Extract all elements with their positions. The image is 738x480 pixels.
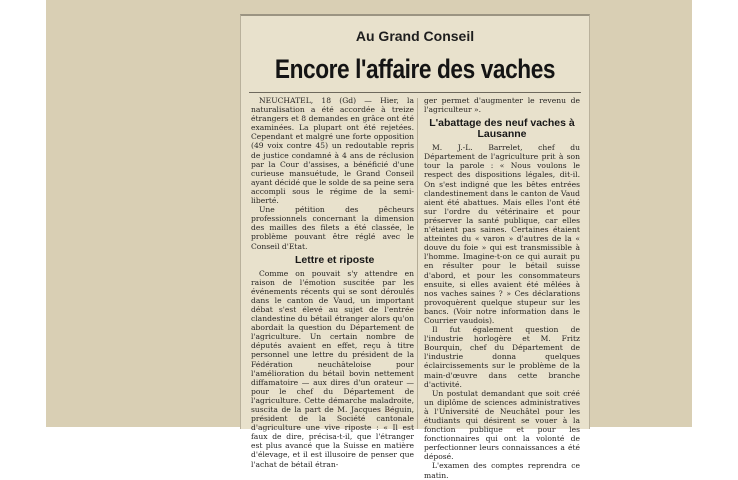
- article-subheading: Lettre et riposte: [295, 253, 375, 266]
- headline-rule: [249, 92, 581, 93]
- article-paragraph: Il fut également question de l'industrie horlogère et M. Fritz Bourquin, chef du Département de l'industrie donna quelques éclaircissements sur le problème de la main-d'œuvre dans cette branche d'activité.: [424, 325, 580, 389]
- article-paragraph: L'examen des comptes reprendra ce matin.: [424, 461, 580, 480]
- article-paragraph: ger permet d'augmenter le revenu de l'agriculteur ».: [424, 96, 580, 115]
- column-divider: [417, 98, 418, 429]
- article-paragraph: Comme on pouvait s'y attendre en raison de l'émotion suscitée par les événements récents qui se sont déroulés dans le canton de Vaud, un important débat s'est élevé au sujet de l'entrée clandestine du bétail étranger alors qu'on abordait la question du Département de l'agriculture. Un certain nombre de députés avaient en effet, reçu à titre personnel une lettre du président de la Fédération neuchâteloise pour l'amélioration du bétail bovin nettement diffamatoire — aux dires d'un orateur — pour le chef du Département de l'agriculture. Cette démarche maladroite, suscita de la part de M. Jacques Béguin, président de la Société cantonale d'agriculture une vive riposte : « Il est faux de dire, précisa-t-il, que l'étranger est plus avancé que la Suisse en matière d'élevage, et il est illusoire de penser que l'achat de bétail étran-: [251, 268, 414, 469]
- article-paragraph: Un postulat demandant que soit créé un diplôme de sciences administratives à l'Université de Neuchâtel pour les étudiants qui désirent se vouer à la fonction publique et pour les fonctionnaires qui ont la volonté de perfectionner leurs connaissances a été déposé.: [424, 388, 580, 462]
- article-subheading: L'abattage des neuf vaches à Lausanne: [429, 117, 575, 141]
- article-paragraph: NEUCHATEL, 18 (Gd) — Hier, la naturalisation a été accordée à treize étrangers et 8 demandes en grâce ont été examinées. La plupart ont été rejetées. Cependant et malgré une forte opposition (49 voix contre 45) un redoutable repris de justice condamné à 4 ans de réclusion par la Cour d'assises, a bénéficié d'une curieuse mansuétude, le Grand Conseil ayant décidé que le solde de sa peine sera accompli sous le régime de la semi-liberté.: [251, 96, 414, 206]
- article-column-right: [424, 96, 580, 480]
- article-headline: Encore l'affaire des vaches: [274, 54, 556, 84]
- article-paragraph: M. J.-L. Barrelet, chef du Département de l'agriculture prit à son tour la parole : « Nous voulons le respect des dispositions légales, dit-il. On s'est indigné que les bêtes entrées clandestinement dans le canton de Vaud aient été abattues. Mais elles l'ont été sur l'ordre du vétérinaire et pour préserver la santé publique, car elles n'étaient pas saines. Certaines étaient atteintes du « varon » d'autres de la « douve du foie » qui est transmissible à l'homme. Imagine-t-on ce qui aurait pu en résulter pour le bétail suisse d'abord, et pour les consommateurs ensuite, si elles avaient été mêlées à nos vaches saines ? » Ces déclarations provoquèrent quelque stupeur sur les bancs. (Voir notre information dans le Courrier vaudois).: [424, 143, 580, 325]
- newspaper-page: [46, 0, 692, 480]
- newspaper-clipping: [240, 14, 590, 480]
- article-kicker: Au Grand Conseil: [355, 28, 475, 44]
- article-column-left: [251, 96, 414, 469]
- article-paragraph: Une pétition des pêcheurs professionnels concernant la dimension des mailles des filets a été classée, le problème pouvant être réglé avec le Conseil d'Etat.: [251, 205, 414, 251]
